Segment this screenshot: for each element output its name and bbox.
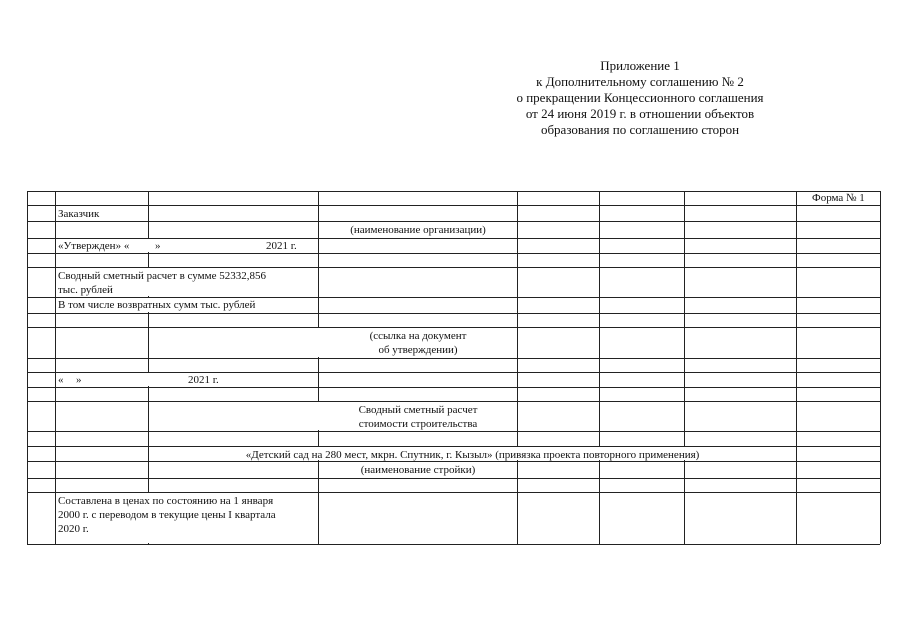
summary-line-2: тыс. рублей	[58, 284, 113, 296]
date-year: 2021 г.	[188, 374, 219, 386]
grid-line	[684, 191, 685, 544]
project-caption: (наименование стройки)	[360, 464, 476, 476]
date-open-quote: «	[58, 374, 64, 386]
grid-line	[27, 205, 880, 206]
grid-line	[27, 221, 880, 222]
project-name: «Детский сад на 280 мест, мкрн. Спутник, г. Кызыл» (привязка проекта повторного применения)	[245, 449, 700, 461]
customer-label: Заказчик	[58, 208, 100, 220]
approved-day-close: »	[155, 240, 161, 252]
date-close-quote: »	[76, 374, 82, 386]
grid-line	[27, 313, 880, 314]
header-line-4: от 24 июня 2019 г. в отношении объектов	[525, 106, 755, 121]
approved-year: 2021 г.	[266, 240, 297, 252]
grid-line	[27, 544, 880, 545]
prices-line-3: 2020 г.	[58, 523, 89, 535]
grid-line	[27, 478, 880, 479]
merged-cell-cover	[56, 222, 147, 237]
grid-line	[27, 253, 880, 254]
merged-cell-cover	[56, 373, 317, 386]
prices-line-1: Составлена в ценах по состоянию на 1 января	[58, 495, 274, 507]
header-line-5: образования по соглашению сторон	[540, 122, 740, 137]
grid-line	[796, 191, 797, 544]
doc-ref-line-2: об утверждении)	[378, 344, 458, 356]
header-line-3: о прекращении Концессионного соглашения	[516, 90, 764, 105]
approved-label: «Утвержден» «	[58, 240, 130, 252]
grid-line	[27, 191, 880, 192]
returnable-amounts: В том числе возвратных сумм тыс. рублей	[58, 299, 256, 311]
form-number: Форма № 1	[812, 192, 865, 204]
organization-caption: (наименование организации)	[350, 224, 486, 236]
grid-line	[880, 191, 881, 544]
calc-title-line-2: стоимости строительства	[358, 418, 478, 430]
grid-line	[27, 191, 28, 544]
grid-line	[517, 191, 518, 544]
grid-line	[27, 431, 880, 432]
prices-line-2: 2000 г. с переводом в текущие цены I квартала	[58, 509, 276, 521]
grid-line	[27, 358, 880, 359]
grid-line	[599, 191, 600, 544]
calc-title-line-1: Сводный сметный расчет	[358, 404, 478, 416]
header-line-1: Приложение 1	[600, 58, 680, 73]
grid-line	[27, 387, 880, 388]
summary-line-1: Сводный сметный расчет в сумме 52332,856	[58, 270, 266, 282]
doc-ref-line-1: (ссылка на документ	[369, 330, 467, 342]
grid-line	[318, 191, 319, 544]
header-line-2: к Дополнительному соглашению № 2	[536, 74, 744, 89]
